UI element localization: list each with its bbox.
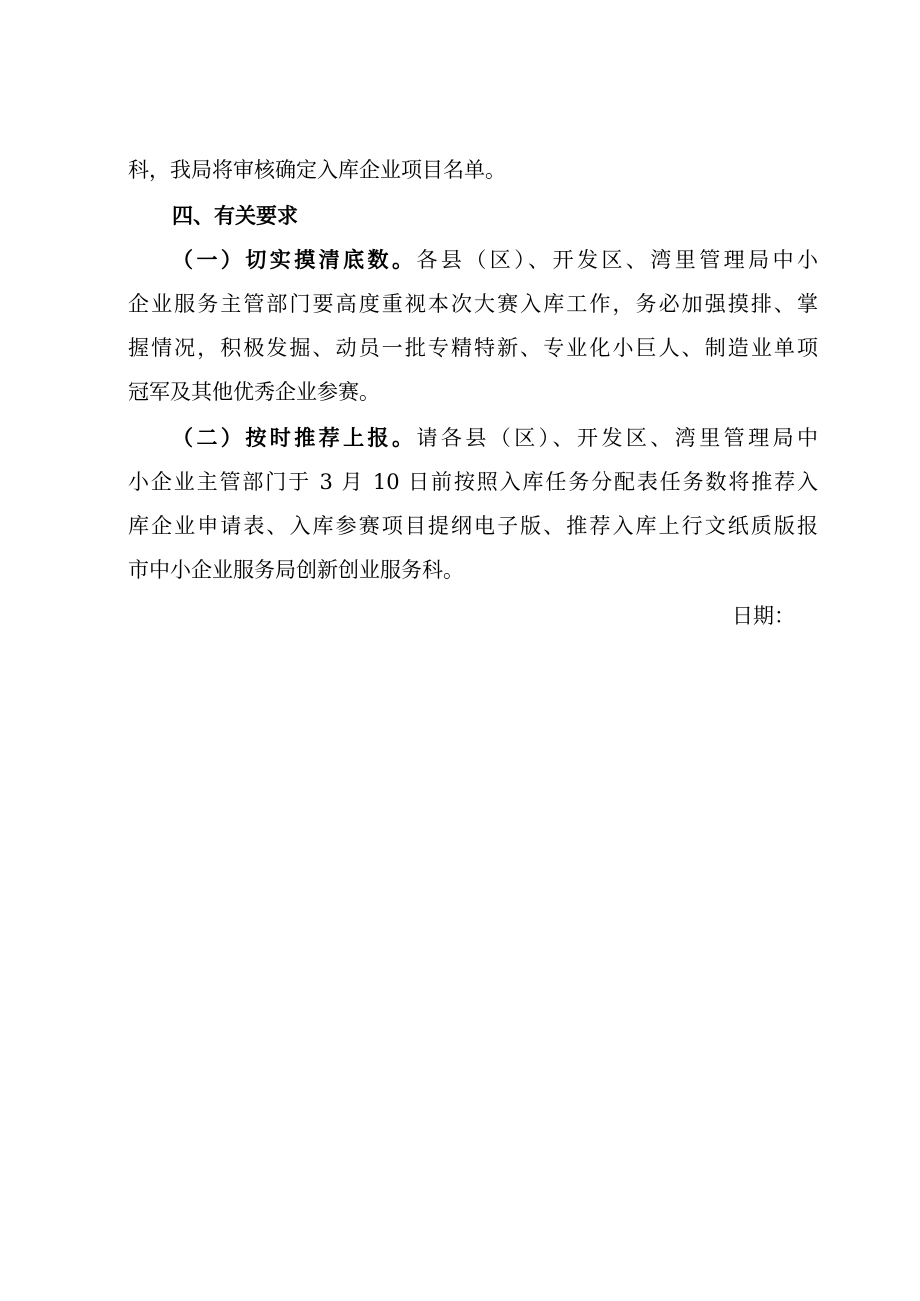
section-heading: 四、有关要求 (172, 203, 298, 228)
item1-line1 (172, 246, 818, 274)
item2-line1-text: 请各县（区）、开发区、湾里管理局中 (416, 426, 819, 450)
item1-line1-text: 各县（区）、开发区、湾里管理局中小 (416, 248, 819, 272)
date-label: 日期： (732, 604, 795, 628)
item2-line3: 库企业申请表、入库参赛项目提纲电子版、推荐入库上行文纸质版报 (128, 514, 818, 538)
item1-line3: 握情况，积极发掘、动员一批专精特新、专业化小巨人、制造业单项 (128, 336, 818, 360)
item2-line4: 市中小企业服务局创新创业服务科。 (128, 558, 464, 582)
item1-bold-lead: （一）切实摸清底数。 (172, 247, 417, 272)
continuation-line: 科，我局将审核确定入库企业项目名单。 (128, 158, 506, 182)
item1-line2: 企业服务主管部门要高度重视本次大赛入库工作，务必加强摸排、掌 (128, 292, 818, 316)
item2-line2: 小企业主管部门于 3 月 10 日前按照入库任务分配表任务数将推荐入 (128, 470, 818, 494)
item2-line1 (172, 424, 818, 452)
item1-line4: 冠军及其他优秀企业参赛。 (128, 380, 380, 404)
item2-bold-lead: （二）按时推荐上报。 (172, 425, 417, 450)
